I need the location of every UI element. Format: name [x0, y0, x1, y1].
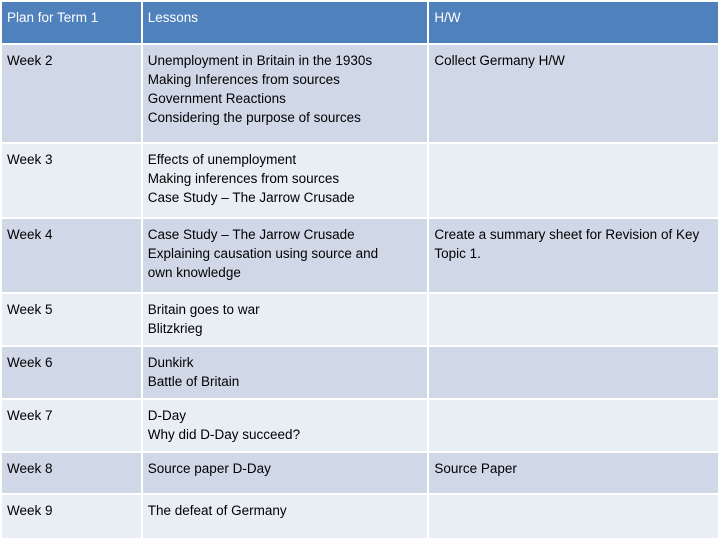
- lesson-line: Government Reactions: [147, 91, 286, 106]
- lesson-line: Source paper D-Day: [147, 461, 271, 476]
- lesson-line: Why did D-Day succeed?: [147, 427, 301, 442]
- table-row: [2, 294, 718, 345]
- lesson-line: Dunkirk: [147, 355, 194, 370]
- week-cell: Week 7: [2, 400, 141, 451]
- table-row: [2, 495, 718, 538]
- lesson-line: Case Study – The Jarrow Crusade: [147, 190, 355, 205]
- week-cell: Week 8: [2, 453, 141, 493]
- table-row: [2, 400, 718, 451]
- week-cell: Week 3: [2, 144, 141, 217]
- lessons-cell: [143, 495, 428, 538]
- homework-cell: Collect Germany H/W: [429, 45, 718, 142]
- lesson-line: Battle of Britain: [147, 374, 240, 389]
- lesson-line: Effects of unemployment: [147, 152, 297, 167]
- week-cell: Week 4: [2, 219, 141, 292]
- table-row: [2, 219, 718, 292]
- table-header-row: [2, 2, 718, 43]
- lessons-cell: [143, 45, 428, 142]
- lesson-line: D-Day: [147, 408, 187, 423]
- lessons-cell: [143, 453, 428, 493]
- lesson-line: Making Inferences from sources: [147, 72, 340, 87]
- lesson-line: Unemployment in Britain in the 1930s: [147, 53, 373, 68]
- homework-cell: Source Paper: [429, 453, 718, 493]
- table-row: [2, 45, 718, 142]
- lesson-line: Blitzkrieg: [147, 321, 203, 336]
- homework-cell: Create a summary sheet for Revision of Key Topic 1.: [429, 219, 718, 292]
- lessons-cell: [143, 219, 428, 292]
- lesson-line: Case Study – The Jarrow Crusade: [147, 227, 355, 242]
- lessons-cell: [143, 347, 428, 398]
- week-cell: Week 5: [2, 294, 141, 345]
- lesson-line: Explaining causation using source and: [147, 246, 379, 261]
- lesson-line: Making inferences from sources: [147, 171, 340, 186]
- lesson-line: own knowledge: [147, 265, 241, 280]
- table-row: [2, 347, 718, 398]
- lesson-line: The defeat of Germany: [147, 503, 287, 518]
- homework-cell: [429, 495, 718, 538]
- table-row: [2, 453, 718, 493]
- header-lessons: Lessons: [143, 2, 428, 43]
- week-cell: Week 6: [2, 347, 141, 398]
- homework-cell: [429, 294, 718, 345]
- lessons-cell: [143, 294, 428, 345]
- table-row: [2, 144, 718, 217]
- week-cell: Week 9: [2, 495, 141, 538]
- lessons-cell: [143, 144, 428, 217]
- header-plan-for-term: Plan for Term 1: [2, 2, 141, 43]
- homework-cell: [429, 144, 718, 217]
- homework-cell: [429, 400, 718, 451]
- lesson-line: Britain goes to war: [147, 302, 260, 317]
- lesson-line: Considering the purpose of sources: [147, 110, 361, 125]
- lessons-cell: [143, 400, 428, 451]
- week-cell: Week 2: [2, 45, 141, 142]
- homework-cell: [429, 347, 718, 398]
- header-homework: H/W: [429, 2, 718, 43]
